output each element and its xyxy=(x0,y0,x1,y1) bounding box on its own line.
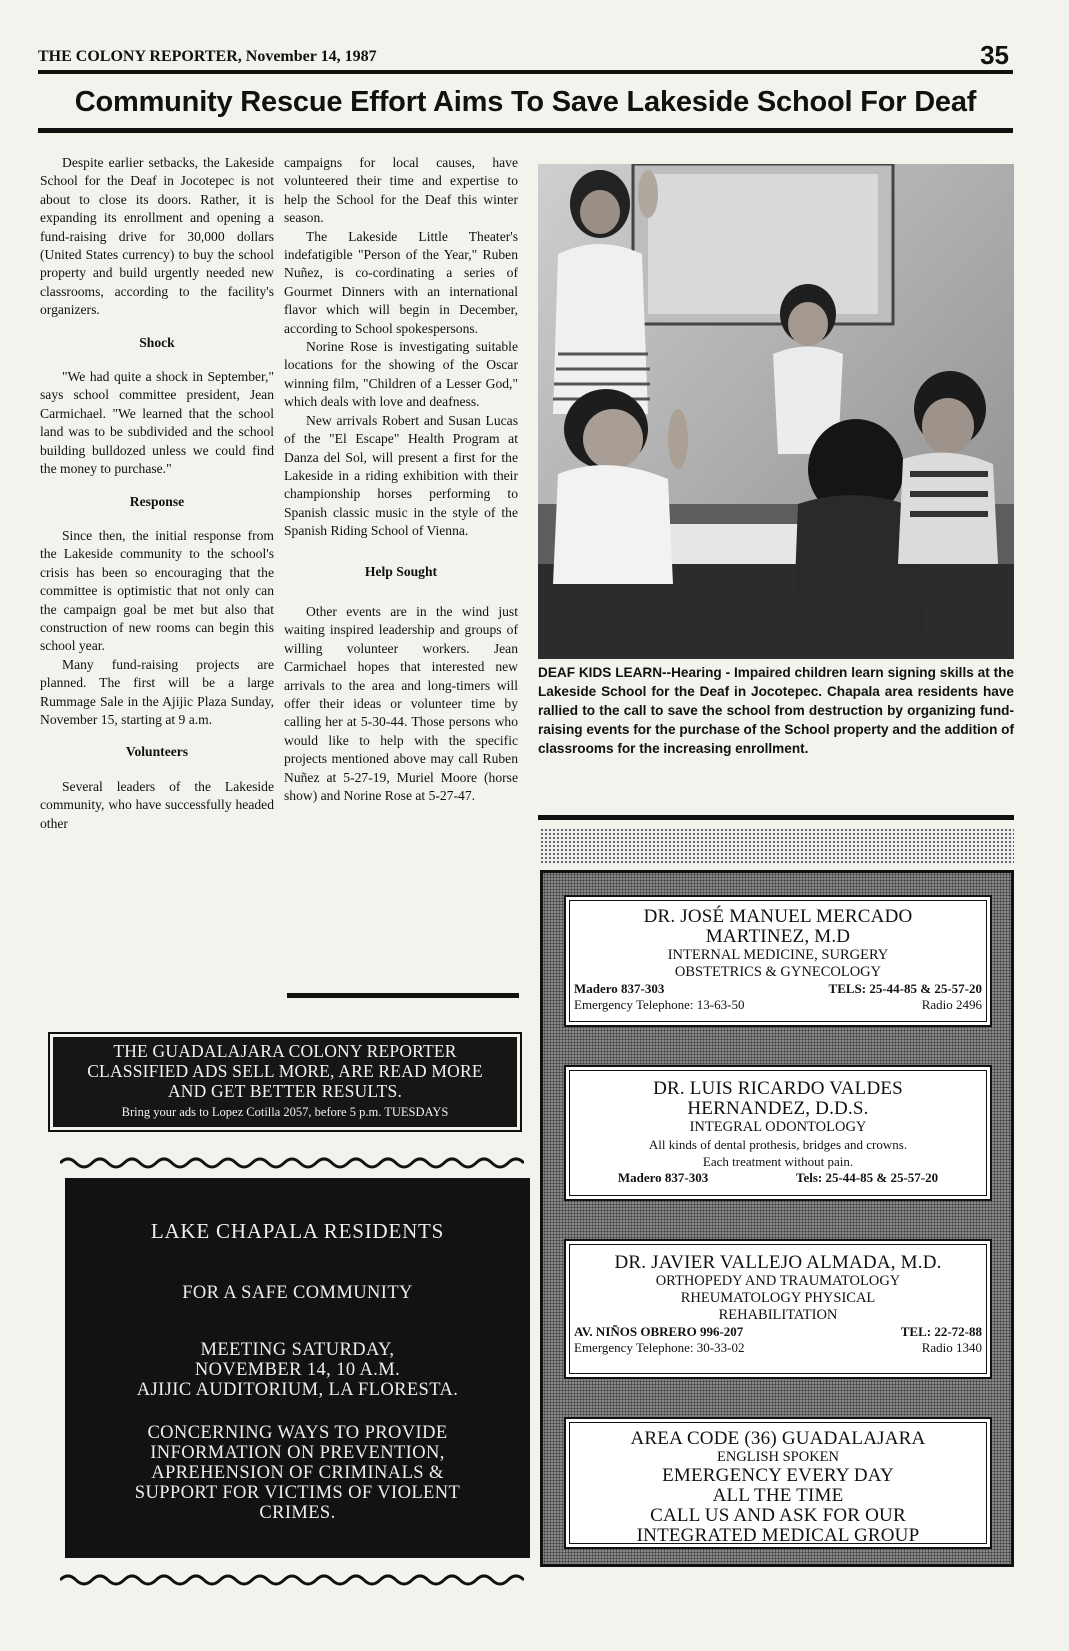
notice-line: APREHENSION OF CRIMINALS & xyxy=(151,1463,444,1483)
doctor-name: DR. JAVIER VALLEJO ALMADA, M.D. xyxy=(614,1252,942,1273)
ad-inner xyxy=(569,1070,987,1196)
classified-ads-inner xyxy=(53,1037,517,1127)
notice-meeting xyxy=(65,1340,530,1400)
lake-chapala-notice xyxy=(65,1178,530,1558)
article-column-1 xyxy=(40,154,274,833)
notice-line: AJIJIC AUDITORIUM, LA FLORESTA. xyxy=(136,1380,459,1400)
article-paragraph: campaigns for local causes, have volunteered their time and expertise to help the School for the Deaf this winter season. xyxy=(284,155,518,226)
classroom-photo xyxy=(538,164,1014,659)
subhead-shock: Shock xyxy=(139,334,175,350)
specialty: INTEGRAL ODONTOLOGY xyxy=(689,1119,867,1135)
wave-divider xyxy=(60,1572,524,1588)
classifieds-line: THE GUADALAJARA COLONY REPORTER xyxy=(113,1041,457,1061)
article-column-2 xyxy=(284,154,518,805)
classified-ads-banner xyxy=(48,1032,522,1132)
notice-concerning xyxy=(65,1423,530,1523)
issue-date: November 14, 1987 xyxy=(245,48,377,65)
english-spoken: ENGLISH SPOKEN xyxy=(716,1449,840,1465)
children-photo-illustration xyxy=(538,164,1014,659)
specialty: ORTHOPEDY AND TRAUMATOLOGY xyxy=(655,1273,901,1289)
notice-line: SUPPORT FOR VICTIMS OF VIOLENT xyxy=(134,1483,461,1503)
subhead-response: Response xyxy=(129,493,185,509)
article-paragraph: Many fund-raising projects are planned. The first will be a large Rummage Sale in the Ajijic Plaza Sunday, November 15, starting at 9 a.m. xyxy=(40,656,274,727)
area-code: AREA CODE (36) GUADALAJARA xyxy=(630,1428,926,1449)
emergency-phone: Emergency Telephone: 13-63-50 xyxy=(574,997,745,1012)
article-paragraph: "We had quite a shock in September," says school committee president, Jean Carmichael. "We learned that the school land was to be subdivided and the school building bulldozed unless we could find the money to purchase." xyxy=(40,369,274,477)
ad-medical-group xyxy=(564,1417,992,1549)
paper-name xyxy=(38,48,377,66)
specialty: REHABILITATION xyxy=(718,1307,838,1323)
ad-dr-vallejo xyxy=(564,1239,992,1379)
doctor-name: HERNANDEZ, D.D.S. xyxy=(687,1098,869,1119)
notice-line: CONCERNING WAYS TO PROVIDE xyxy=(147,1423,448,1443)
column-end-rule xyxy=(287,993,519,998)
ad-dr-mercado xyxy=(564,895,992,1027)
halftone-strip xyxy=(540,828,1014,864)
ad-inner xyxy=(569,1244,987,1374)
notice-line: CRIMES. xyxy=(259,1503,336,1523)
specialty: OBSTETRICS & GYNECOLOGY xyxy=(674,964,882,980)
classifieds-line: Bring your ads to Lopez Cotilla 2057, before 5 p.m. TUESDAYS xyxy=(121,1105,449,1119)
notice-line: MEETING SATURDAY, xyxy=(200,1340,395,1360)
contact-row xyxy=(570,981,986,997)
contact-row xyxy=(570,1324,986,1340)
emergency-every-day: EMERGENCY EVERY DAY xyxy=(662,1465,894,1486)
article-paragraph: Other events are in the wind just waiting inspired leadership and groups of willing volunteer workers. Jean Carmichael hopes that interested new arrivals to the area and long-timers will offer their ideas or volunteer time by calling her at 5-30-44. Those persons who would like to help with the specific projects mentioned above may call Ruben Nuñez at 5-27-19, Muriel Moore (horse show) and Norine Rose at 5-27-47. xyxy=(284,603,518,803)
wave-divider xyxy=(60,1155,524,1171)
notice-title: LAKE CHAPALA RESIDENTS xyxy=(150,1219,445,1243)
notice-line: FOR A SAFE COMMUNITY xyxy=(182,1283,413,1303)
article-paragraph: Norine Rose is investigating suitable locations for the showing of the Oscar winning film, "Children of a Lesser God," which deals with love and deafness. xyxy=(284,339,518,410)
article-paragraph: Several leaders of the Lakeside community, who have successfully headed other xyxy=(40,778,274,831)
notice-line: INFORMATION ON PREVENTION, xyxy=(150,1443,445,1463)
specialty: All kinds of dental prothesis, bridges and crowns. xyxy=(648,1137,908,1152)
address: Madero 837-303 xyxy=(574,981,665,996)
telephones: Tels: 25-44-85 & 25-57-20 xyxy=(795,1170,939,1185)
article-paragraph: Since then, the initial response from the Lakeside community to the school's crisis has been so encouraging that the committee is optimistic that not only can the campaign goal be met but also that construction of new rooms can begin this school year. xyxy=(40,527,274,654)
doctor-name: DR. LUIS RICARDO VALDES xyxy=(653,1078,903,1099)
classifieds-line: AND GET BETTER RESULTS. xyxy=(167,1081,403,1101)
paper-title: THE COLONY REPORTER, xyxy=(38,48,242,65)
article-paragraph: Despite earlier setbacks, the Lakeside School for the Deaf in Jocotepec is not about to close its doors. Rather, it is expanding its enrollment and opening a fund-raising drive for 30,000 dollars (United States currency) to buy the school property and build urgently needed new classrooms, according to the facility's organizers. xyxy=(40,155,274,318)
page-number: 35 xyxy=(980,40,1009,70)
specialty: Each treatment without pain. xyxy=(702,1154,854,1169)
address: Madero 837-303 xyxy=(617,1170,709,1185)
emergency-phone: Emergency Telephone: 30-33-02 xyxy=(574,1340,745,1355)
telephone: TEL: 22-72-88 xyxy=(900,1324,982,1339)
article-headline: Community Rescue Effort Aims To Save Lakeside School For Deaf xyxy=(74,86,977,118)
emergency-row xyxy=(570,997,986,1013)
headline-rule xyxy=(38,128,1013,133)
caption-rule xyxy=(538,815,1014,820)
telephones: TELS: 25-44-85 & 25-57-20 xyxy=(828,981,982,996)
integrated-medical-group: INTEGRATED MEDICAL GROUP xyxy=(636,1525,920,1546)
ad-inner xyxy=(569,1422,987,1544)
radio: Radio 2496 xyxy=(921,997,982,1012)
doctor-name: DR. JOSÉ MANUEL MERCADO xyxy=(643,906,913,927)
subhead-volunteers: Volunteers xyxy=(125,744,189,760)
all-the-time: ALL THE TIME xyxy=(712,1485,844,1506)
emergency-row xyxy=(570,1340,986,1356)
ad-dr-valdes xyxy=(564,1065,992,1201)
article-paragraph: The Lakeside Little Theater's indefatigible "Person of the Year," Ruben Nuñez, is co-cordinating a series of Gourmet Dinners with an international flavor which will begin in December, according to School spokespersons. xyxy=(284,228,518,336)
call-us: CALL US AND ASK FOR OUR xyxy=(650,1505,906,1526)
doctor-name: MARTINEZ, M.D xyxy=(705,926,851,947)
article-paragraph: New arrivals Robert and Susan Lucas of the "El Escape" Health Program at Danza del Sol, will present a first for the Lakeside in a riding exhibition with their championship horses performing to Spanish classic music in the style of the Spanish Riding School of Vienna. xyxy=(284,412,518,539)
subhead-help-sought: Help Sought xyxy=(364,563,438,579)
masthead xyxy=(38,40,1013,74)
contact-row xyxy=(570,1170,986,1186)
ad-inner xyxy=(569,900,987,1022)
specialty: INTERNAL MEDICINE, SURGERY xyxy=(667,947,889,963)
specialty: RHEUMATOLOGY PHYSICAL xyxy=(680,1290,876,1306)
address: AV. NIÑOS OBRERO 996-207 xyxy=(574,1324,744,1339)
medical-ads-panel xyxy=(540,870,1014,1567)
notice-line: NOVEMBER 14, 10 A.M. xyxy=(194,1360,401,1380)
radio: Radio 1340 xyxy=(921,1340,982,1355)
photo-caption: DEAF KIDS LEARN--Hearing - Impaired children learn signing skills at the Lakeside School for the Deaf in Jocotepec. Chapala area residents have rallied to the call to save the school from destruction by organizing fund-raising events for the purchase of the School property and the addition of classrooms for the increasing enrollment. xyxy=(538,665,1014,756)
classifieds-line: CLASSIFIED ADS SELL MORE, ARE READ MORE xyxy=(87,1061,483,1081)
